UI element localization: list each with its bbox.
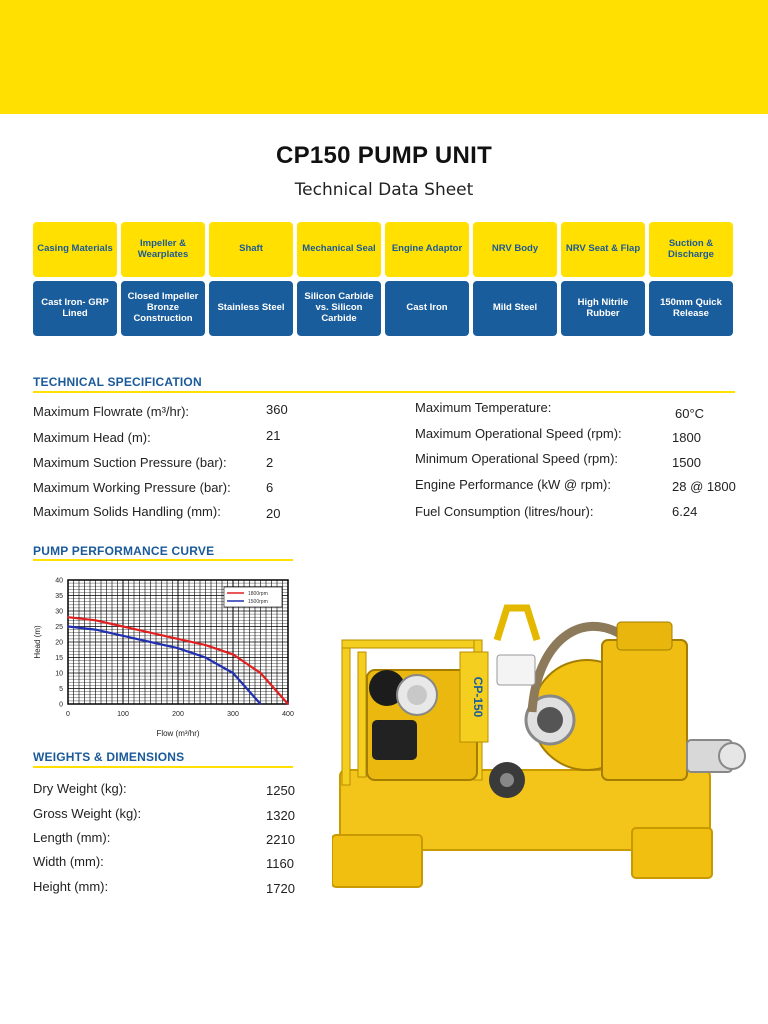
- pump-unit-illustration: [332, 600, 752, 890]
- spec-value: 1500: [672, 455, 701, 470]
- weight-label: Dry Weight (kg):: [33, 781, 127, 796]
- material-component: Mechanical Seal: [297, 222, 381, 277]
- weights-rule: [33, 766, 293, 768]
- chart-x-label: Flow (m³/hr): [156, 729, 200, 738]
- series-point: [95, 619, 97, 621]
- spec-label: Engine Performance (kW @ rpm):: [415, 477, 611, 492]
- y-tick-label: 10: [55, 670, 63, 678]
- material-value: Cast Iron: [385, 281, 469, 336]
- weight-value: 1250: [266, 783, 295, 798]
- pump-unit-image: [332, 600, 752, 890]
- spec-label: Fuel Consumption (litres/hour):: [415, 504, 594, 519]
- y-tick-label: 40: [55, 577, 63, 585]
- header-band: [0, 0, 768, 114]
- weight-label: Gross Weight (kg):: [33, 806, 142, 821]
- x-tick-label: 300: [227, 711, 239, 718]
- spec-value: 28 @ 1800: [672, 479, 736, 494]
- spec-value: 6: [266, 480, 274, 495]
- y-tick-label: 30: [55, 608, 63, 616]
- material-component: NRV Seat & Flap: [561, 222, 645, 277]
- material-component: NRV Body: [473, 222, 557, 277]
- material-value: Mild Steel: [473, 281, 557, 336]
- chart-y-label: Head (m): [33, 625, 42, 659]
- weight-label: Length (mm):: [33, 830, 111, 845]
- series-point: [150, 632, 152, 634]
- weight-label: Height (mm):: [33, 879, 109, 894]
- material-component: Engine Adaptor: [385, 222, 469, 277]
- weight-value: 1320: [266, 808, 295, 823]
- material-value: Stainless Steel: [209, 281, 293, 336]
- spec-value: 360: [266, 402, 288, 417]
- performance-chart: [20, 570, 310, 745]
- series-point: [232, 654, 234, 656]
- x-tick-label: 200: [172, 711, 184, 718]
- materials-grid: [33, 222, 733, 336]
- series-point: [287, 703, 289, 705]
- spec-value: 20: [266, 506, 281, 521]
- page-title: CP150 PUMP UNIT: [275, 142, 493, 169]
- frame-label: CP-150: [471, 676, 485, 718]
- tech-spec-rule: [33, 391, 735, 393]
- x-tick-label: 0: [66, 711, 70, 718]
- series-point: [205, 657, 207, 659]
- series-point: [260, 703, 262, 705]
- spec-value: 6.24: [672, 504, 698, 519]
- x-tick-label: 400: [282, 711, 294, 718]
- series-point: [260, 672, 262, 674]
- spec-label: Maximum Solids Handling (mm):: [33, 504, 221, 519]
- weight-label: Width (mm):: [33, 854, 104, 869]
- material-component: Impeller & Wearplates: [121, 222, 205, 277]
- performance-chart-svg: [20, 570, 310, 745]
- weight-value: 1720: [266, 881, 295, 896]
- series-point: [205, 644, 207, 646]
- spec-label: Minimum Operational Speed (rpm):: [415, 451, 619, 466]
- legend-label: 1800rpm: [248, 591, 268, 597]
- spec-label: Maximum Flowrate (m³/hr):: [33, 404, 190, 419]
- weight-value: 2210: [266, 832, 295, 847]
- spec-value: 60°C: [675, 406, 705, 421]
- curve-rule: [33, 559, 293, 561]
- weight-value: 1160: [266, 856, 294, 871]
- series-point: [67, 616, 69, 618]
- series-point: [150, 641, 152, 643]
- series-point: [122, 635, 124, 637]
- material-value: Silicon Carbide vs. Silicon Carbide: [297, 281, 381, 336]
- y-tick-label: 25: [55, 624, 63, 631]
- series-point: [95, 629, 97, 631]
- legend-label: 1500rpm: [248, 599, 268, 605]
- series-point: [177, 647, 179, 649]
- y-tick-label: 35: [55, 593, 63, 600]
- material-value: Cast Iron- GRP Lined: [33, 281, 117, 336]
- spec-label: Maximum Suction Pressure (bar):: [33, 455, 227, 470]
- tech-spec-heading: TECHNICAL SPECIFICATION: [33, 375, 202, 389]
- series-point: [67, 626, 69, 628]
- spec-value: 1800: [672, 430, 701, 445]
- series-point: [177, 638, 179, 640]
- spec-label: Maximum Temperature:: [415, 400, 552, 415]
- spec-value: 21: [266, 428, 281, 443]
- y-tick-label: 5: [59, 686, 63, 693]
- spec-label: Maximum Head (m):: [33, 430, 151, 445]
- series-point: [232, 672, 234, 674]
- x-tick-label: 100: [117, 711, 129, 718]
- material-component: Suction & Discharge: [649, 222, 733, 277]
- material-component: Shaft: [209, 222, 293, 277]
- spec-label: Maximum Working Pressure (bar):: [33, 480, 231, 495]
- y-tick-label: 15: [55, 655, 63, 662]
- y-tick-label: 20: [55, 639, 63, 647]
- material-component: Casing Materials: [33, 222, 117, 277]
- spec-value: 2: [266, 455, 274, 470]
- material-value: Closed Impeller Bronze Construction: [121, 281, 205, 336]
- curve-heading: PUMP PERFORMANCE CURVE: [33, 544, 215, 558]
- y-tick-label: 0: [59, 701, 63, 709]
- series-point: [122, 626, 124, 628]
- material-value: High Nitrile Rubber: [561, 281, 645, 336]
- chart-legend: [224, 587, 282, 607]
- spec-label: Maximum Operational Speed (rpm):: [415, 426, 622, 441]
- weights-heading: WEIGHTS & DIMENSIONS: [33, 750, 185, 764]
- material-value: 150mm Quick Release: [649, 281, 733, 336]
- page-subtitle: Technical Data Sheet: [294, 180, 474, 200]
